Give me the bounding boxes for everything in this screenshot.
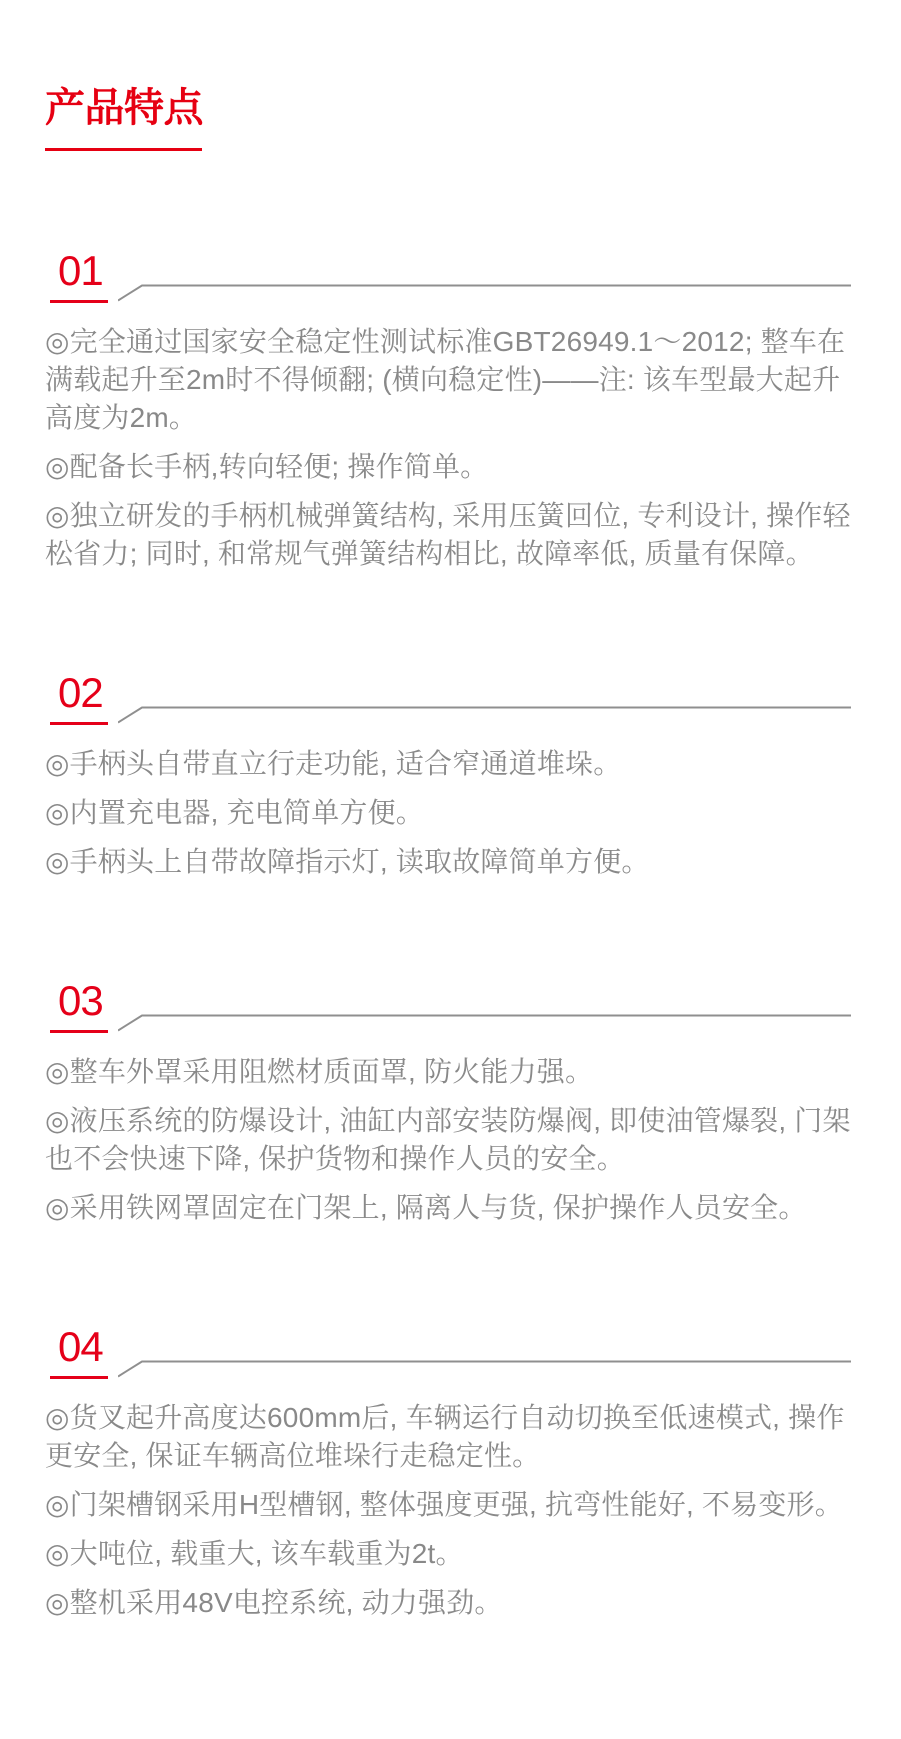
section-number-underline	[50, 1030, 108, 1033]
feature-bullet: ◎配备长手柄,转向轻便; 操作简单。	[45, 451, 489, 482]
page-title: 产品特点	[45, 86, 203, 130]
feature-bullet: ◎液压系统的防爆设计, 油缸内部安装防爆阀, 即使油管爆裂, 门架也不会快速下降, 保护货物和操作人员的安全。	[45, 1105, 851, 1174]
section-header	[45, 669, 865, 725]
feature-bullet: ◎完全通过国家安全稳定性测试标准GBT26949.1～2012; 整车在满载起升至2m时不得倾翻; (横向稳定性)——注: 该车型最大起升高度为2m。	[45, 326, 846, 433]
section-divider-line	[118, 1014, 851, 1032]
section-body	[45, 1399, 865, 1622]
feature-bullet: ◎整机采用48V电控系统, 动力强劲。	[45, 1587, 503, 1618]
feature-bullet: ◎货叉起升高度达600mm后, 车辆运行自动切换至低速模式, 操作更安全, 保证车辆高位堆垛行走稳定性。	[45, 1402, 845, 1471]
feature-bullet: ◎内置充电器, 充电简单方便。	[45, 797, 424, 828]
feature-section-01	[45, 247, 865, 573]
section-divider-line	[118, 706, 851, 724]
section-number: 02	[58, 669, 103, 716]
feature-section-03	[45, 977, 865, 1227]
section-number-underline	[50, 1376, 108, 1379]
section-body	[45, 323, 865, 573]
feature-bullet: ◎手柄头自带直立行走功能, 适合窄通道堆垛。	[45, 748, 622, 779]
section-header	[45, 1323, 865, 1379]
section-number: 01	[58, 247, 103, 294]
title-underline	[45, 148, 202, 151]
section-divider-line	[118, 284, 851, 302]
feature-bullet: ◎采用铁网罩固定在门架上, 隔离人与货, 保护操作人员安全。	[45, 1192, 807, 1223]
feature-bullet: ◎大吨位, 载重大, 该车载重为2t。	[45, 1538, 464, 1569]
section-number-underline	[50, 300, 108, 303]
section-body	[45, 745, 865, 881]
section-number-underline	[50, 722, 108, 725]
section-number: 04	[58, 1323, 103, 1370]
feature-bullet: ◎独立研发的手柄机械弹簧结构, 采用压簧回位, 专利设计, 操作轻松省力; 同时, 和常规气弹簧结构相比, 故障率低, 质量有保障。	[45, 500, 851, 569]
section-number: 03	[58, 977, 103, 1024]
section-header	[45, 977, 865, 1033]
feature-section-02	[45, 669, 865, 881]
section-divider-line	[118, 1360, 851, 1378]
section-body	[45, 1053, 865, 1227]
feature-bullet: ◎门架槽钢采用H型槽钢, 整体强度更强, 抗弯性能好, 不易变形。	[45, 1489, 843, 1520]
feature-bullet: ◎手柄头上自带故障指示灯, 读取故障简单方便。	[45, 846, 650, 877]
feature-section-04	[45, 1323, 865, 1622]
feature-bullet: ◎整车外罩采用阻燃材质面罩, 防火能力强。	[45, 1056, 594, 1087]
section-header	[45, 247, 865, 303]
